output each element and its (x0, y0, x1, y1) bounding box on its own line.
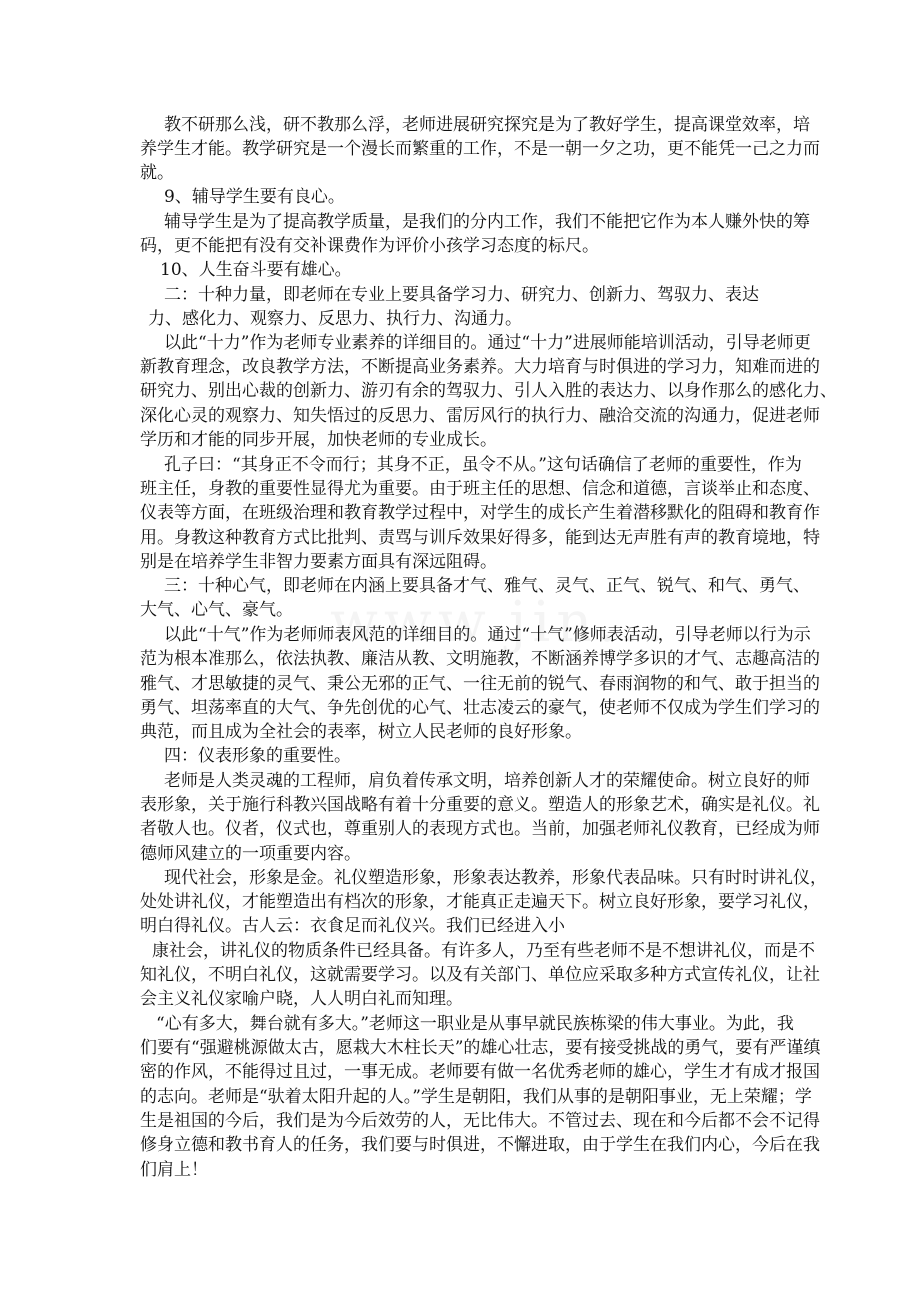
text-line: 大气、心气、豪气。 (140, 600, 293, 620)
text-line: 们肩上！ (140, 1160, 208, 1180)
text-line: 者敬人也。仪者，仪式也，尊重别人的表现方式也。当前，加强老师礼仪教育，已经成为师 (140, 819, 820, 839)
text-line: 就。 (140, 163, 174, 183)
section-heading: 9、辅导学生要有良心。 (164, 187, 345, 207)
text-line: 教不研那么浅，研不教那么浮，老师进展研究探究是为了教好学生，提高课堂效率，培 (164, 115, 810, 135)
text-line: 勇气、坦荡率直的大气、争先创优的心气、壮志凌云的豪气，使老师不仅成为学生们学习的 (140, 698, 820, 718)
text-line: 用。身教这种教育方式比批判、责骂与训斥效果好得多，能到达无声胜有声的教育境地，特 (140, 528, 820, 548)
text-line: 知礼仪，不明白礼仪，这就需要学习。以及有关部门、单位应采取多种方式宣传礼仪，让社 (140, 965, 820, 985)
text-line: 仪表等方面，在班级治理和教育教学过程中，对学生的成长产生着潜移默化的阻碍和教育作 (140, 503, 820, 523)
text-line: 码，更不能把有没有交补课费作为评价小孩学习态度的标尺。 (140, 236, 599, 256)
text-line: “心有多大，舞台就有多大。”老师这一职业是从事早就民族栋梁的伟大事业。为此，我 (156, 1014, 794, 1034)
text-line: 以此“十气”作为老师师表风范的详细目的。通过“十气”修师表活动，引导老师以行为示 (164, 625, 811, 645)
text-line: 们要有“强避桃源做太古，愿栽大木柱长天”的雄心壮志，要有接受挑战的勇气，要有严谨缜 (140, 1038, 821, 1058)
text-line: 密的作风，不能得过且过，一事无成。老师要有做一名优秀老师的雄心，学生才有成才报国 (140, 1062, 820, 1082)
section-heading: 三：十种心气，即老师在内涵上要具备才气、雅气、灵气、正气、锐气、和气、勇气、 (164, 576, 810, 596)
text-line: 孔子曰：“其身正不令而行；其身不正，虽令不从。”这句话确信了老师的重要性，作为 (164, 455, 802, 475)
text-line: 研究力、别出心裁的创新力、游刃有余的驾驭力、引人入胜的表达力、以身作那么的感化力、 (140, 381, 837, 401)
text-line: 明白得礼仪。古人云：衣食足而礼仪兴。我们已经进入小 (140, 916, 565, 936)
text-line: 表形象，关于施行科教兴国战略有着十分重要的意义。塑造人的形象艺术，确实是礼仪。礼 (140, 795, 820, 815)
text-line: 养学生才能。教学研究是一个漫长而繁重的工作，不是一朝一夕之功，更不能凭一己之力而 (140, 139, 820, 159)
text-line: 以此“十力”作为老师专业素养的详细目的。通过“十力”进展师能培训活动，引导老师更 (164, 333, 811, 353)
text-line: 雅气、才思敏捷的灵气、秉公无邪的正气、一往无前的锐气、春雨润物的和气、敢于担当的 (140, 674, 820, 694)
text-line: 力、感化力、观察力、反思力、执行力、沟通力。 (148, 309, 522, 329)
text-line: 会主义礼仪家喻户晓，人人明白礼而知理。 (140, 989, 463, 1009)
text-line: 生是祖国的今后，我们是为今后效劳的人，无比伟大。不管过去、现在和今后都不会不记得 (140, 1111, 820, 1131)
text-line: 老师是人类灵魂的工程师，肩负着传承文明，培养创新人才的荣耀使命。树立良好的师 (164, 771, 810, 791)
text-line: 修身立德和教书育人的任务，我们要与时俱进，不懈进取，由于学生在我们内心，今后在我 (140, 1135, 820, 1155)
text-line: 别是在培养学生非智力要素方面具有深远阻碍。 (140, 552, 497, 572)
text-line: 班主任，身教的重要性显得尤为重要。由于班主任的思想、信念和道德，言谈举止和态度、 (140, 479, 820, 499)
text-line: 的志向。老师是“驮着太阳升起的人。”学生是朝阳，我们从事的是朝阳事业，无上荣耀；学 (140, 1087, 812, 1107)
section-heading: 10、人生奋斗要有雄心。 (160, 260, 352, 280)
text-line: 深化心灵的观察力、知失悟过的反思力、雷厉风行的执行力、融洽交流的沟通力，促进老师 (140, 406, 820, 426)
text-line: 德师风建立的一项重要内容。 (140, 844, 361, 864)
text-line: 现代社会，形象是金。礼仪塑造形象，形象表达教养，形象代表品味。只有时时讲礼仪， (164, 868, 827, 888)
text-line: 范为根本准那么，依法执教、廉洁从教、文明施教，不断涵养博学多识的才气、志趣高洁的 (140, 649, 820, 669)
section-heading: 四：仪表形象的重要性。 (164, 746, 351, 766)
section-heading: 二：十种力量，即老师在专业上要具备学习力、研究力、创新力、驾驭力、表达 (164, 285, 759, 305)
text-line: 典范，而且成为全社会的表率，树立人民老师的良好形象。 (140, 722, 582, 742)
text-line: 处处讲礼仪，才能塑造出有档次的形象，才能真正走遍天下。树立良好形象，要学习礼仪， (140, 892, 820, 912)
text-line: 康社会，讲礼仪的物质条件已经具备。有许多人，乃至有些老师不是不想讲礼仪，而是不 (152, 941, 815, 961)
text-line: 新教育理念，改良教学方法，不断提高业务素养。大力培育与时俱进的学习力，知难而进的 (140, 357, 820, 377)
text-line: 学历和才能的同步开展，加快老师的专业成长。 (140, 430, 497, 450)
text-line: 辅导学生是为了提高教学质量，是我们的分内工作，我们不能把它作为本人赚外快的筹 (164, 212, 810, 232)
